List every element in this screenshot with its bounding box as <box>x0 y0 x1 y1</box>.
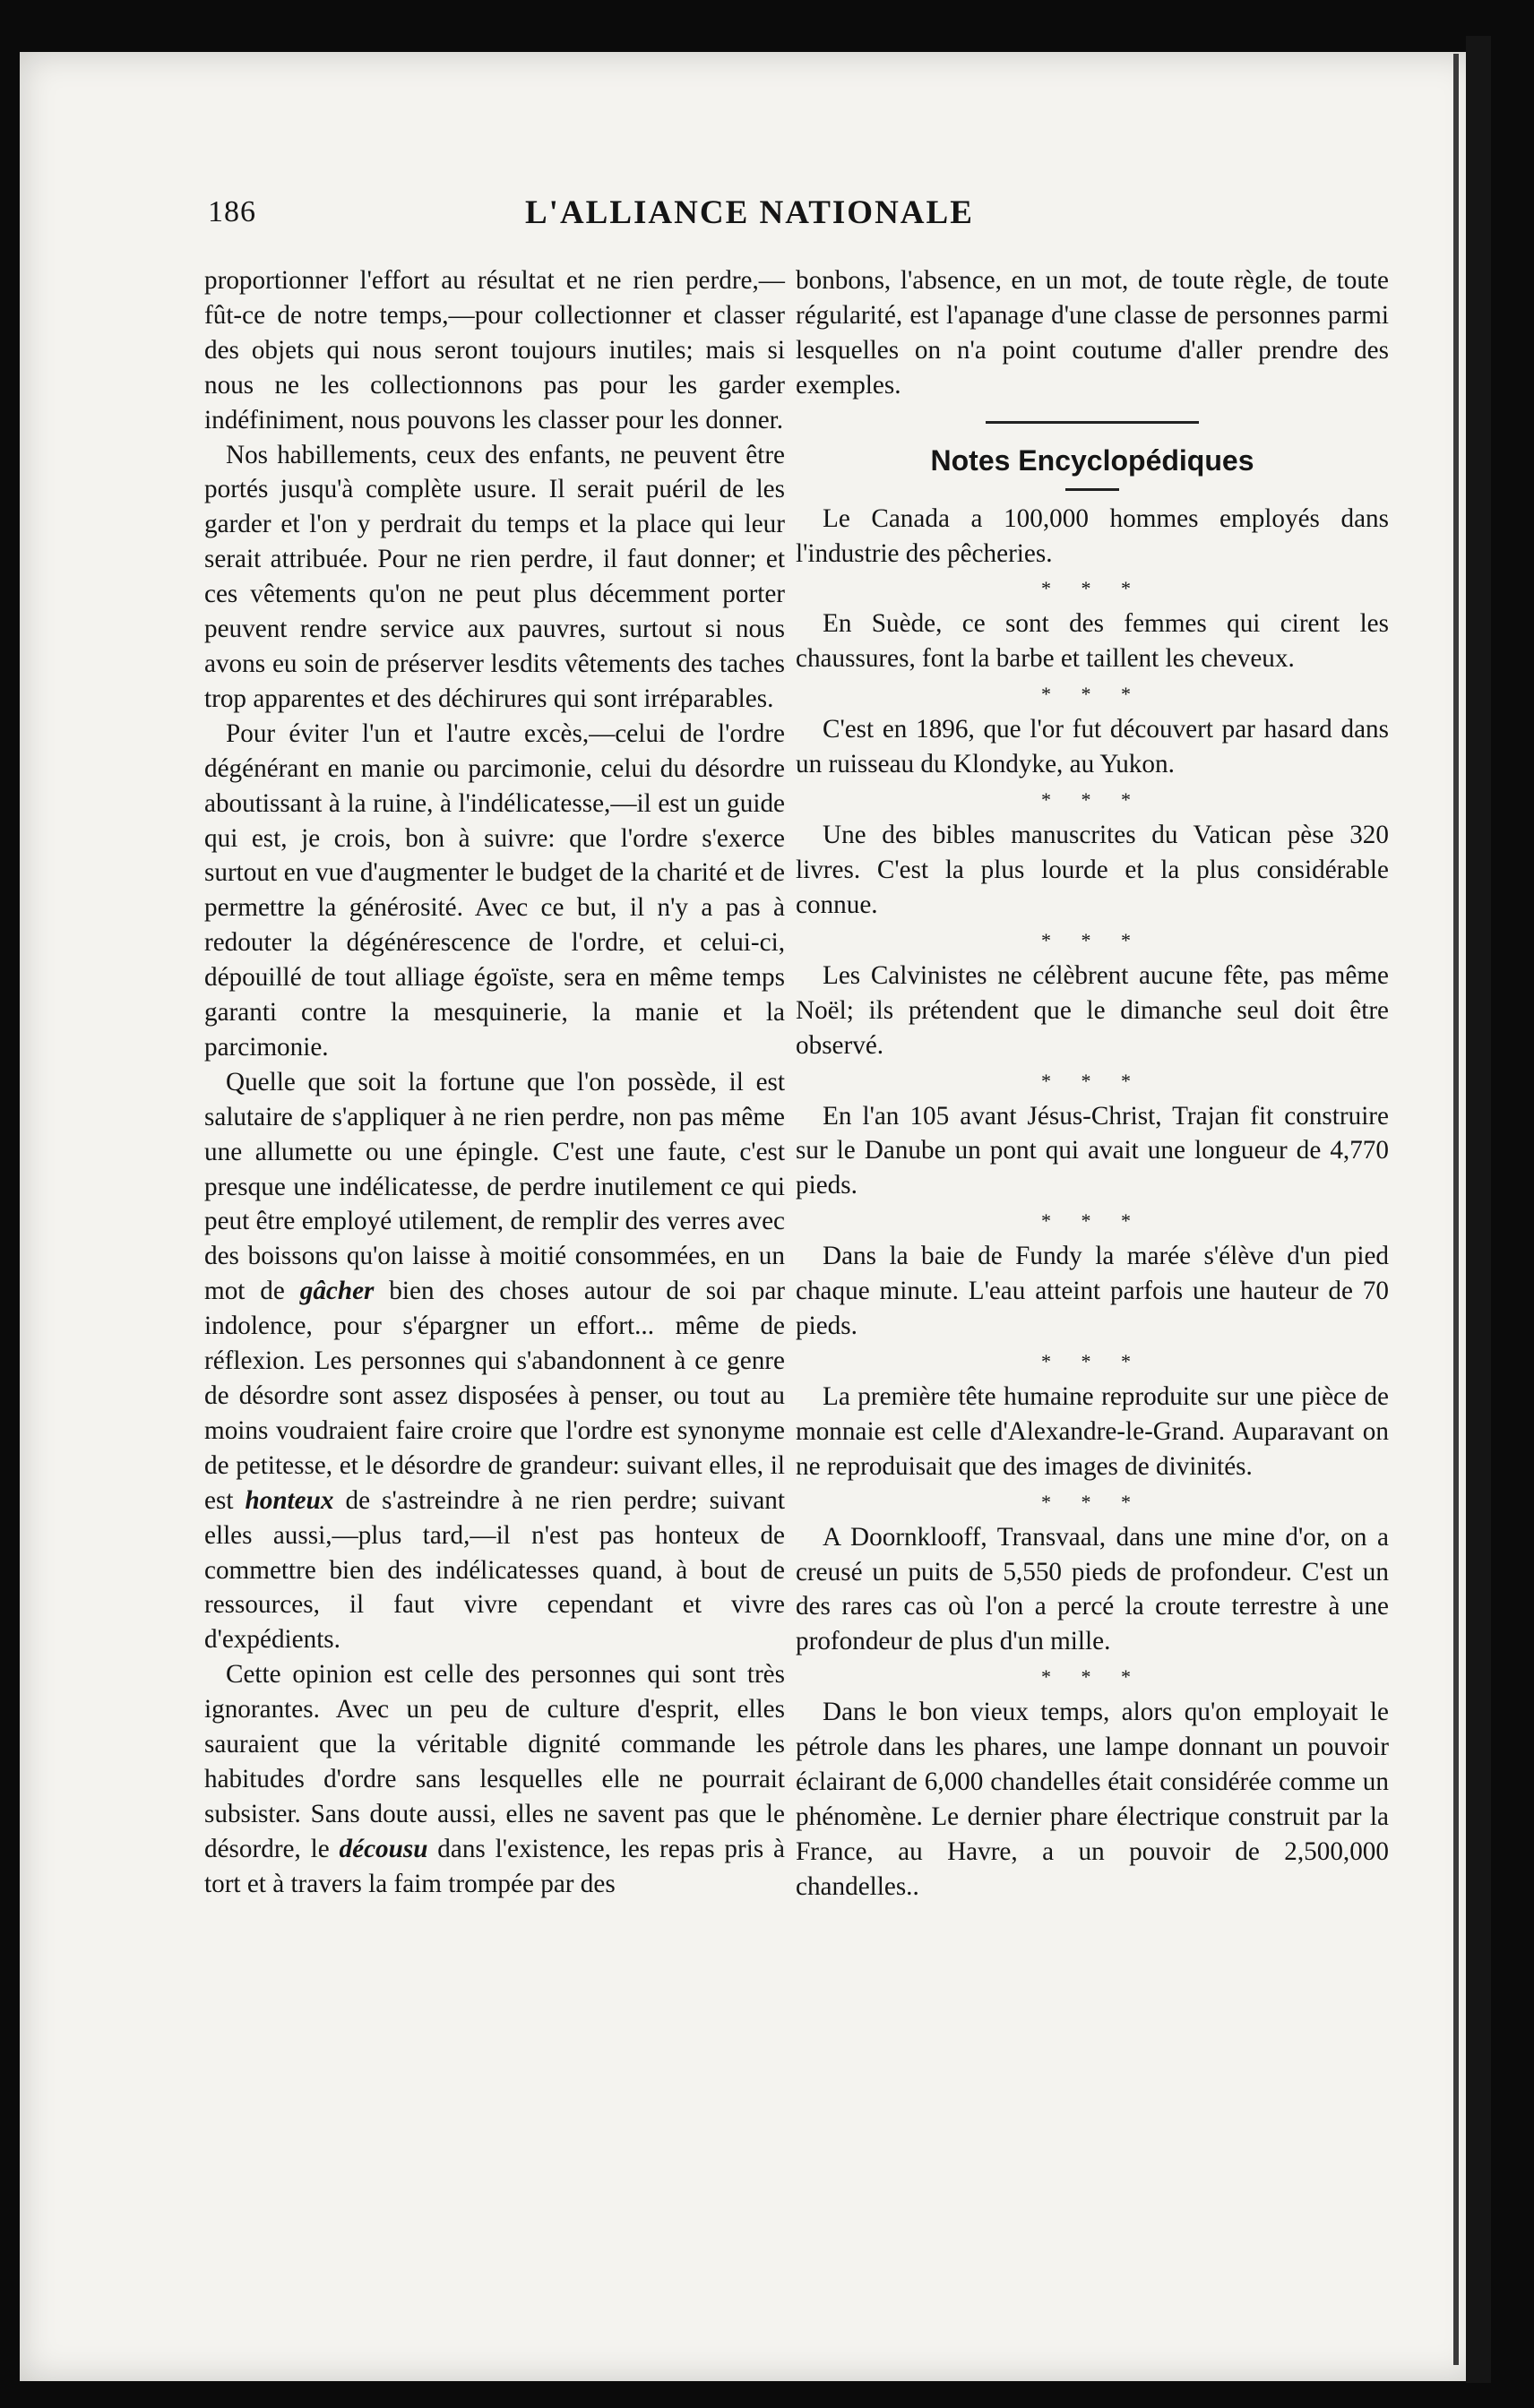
right-column <box>796 263 1389 1905</box>
separator: * * * <box>1041 577 1143 600</box>
separator: * * * <box>1041 788 1143 812</box>
note: Dans la baie de Fundy la marée s'élève d'un pied chaque minute. L'eau atteint parfois une hauteur de 70 pieds. <box>796 1242 1389 1341</box>
note: Les Calvinistes ne célèbrent aucune fête, pas même Noël; ils prétendent que le dimanche seul doit être observé. <box>796 960 1389 1060</box>
binding-shadow <box>1453 54 1459 2365</box>
section-divider <box>986 421 1199 424</box>
paragraph <box>204 1065 785 1657</box>
text-run: Quelle que soit la fortune que l'on possède, il est salutaire de s'appliquer à ne rien perdre, non pas même une allumette ou une épingle. C'est une faute, c'est presque une indélicatesse, de perdre inutilement ce qui peut être employé utilement, de remplir des verres avec des boissons qu'on laisse à moitié consommées, en un mot de <box>204 1067 785 1306</box>
note: C'est en 1896, que l'or fut découvert par hasard dans un ruisseau du Klondyke, au Yukon. <box>796 715 1389 779</box>
separator: * * * <box>1041 1069 1143 1092</box>
page-number: 186 <box>208 195 256 228</box>
note: Une des bibles manuscrites du Vatican pèse 320 livres. C'est la plus lourde et la plus considérable connue. <box>796 821 1389 919</box>
emphasis: gâcher <box>299 1277 375 1306</box>
left-column <box>204 263 785 1902</box>
paragraph <box>204 1657 785 1901</box>
paragraph: bonbons, l'absence, en un mot, de toute règle, de toute régularité, est l'apanage d'une classe de personnes parmi lesquelles on n'a point coutume d'aller prendre des exemples. <box>796 266 1389 400</box>
separator: * * * <box>1041 1490 1143 1513</box>
note: La première tête humaine reproduite sur une pièce de monnaie est celle d'Alexandre-le-Grand. Auparavant on ne reproduisait que des images de divinités. <box>796 1381 1389 1481</box>
paragraph: proportionner l'effort au résultat et ne rien perdre,—fût-ce de notre temps,—pour collectionner et classer des objets qui nous seront toujours inutiles; mais si nous ne les collectionnons pas pour les garder indéfiniment, nous pouvons les classer pour les donner. <box>204 266 785 434</box>
separator: * * * <box>1041 1349 1143 1372</box>
paragraph: Pour éviter l'un et l'autre excès,—celui de l'ordre dégénérant en manie ou parcimonie, celui du désordre aboutissant à la ruine, à l'indélicatesse,—il est un guide qui est, je crois, bon à suivre: que l'ordre s'exerce surtout en vue d'augmenter le budget de la charité et de permettre la générosité. Avec ce but, il n'y a pas à redouter la dégénérescence de l'ordre, et celui-ci, dépouillé de tout alliage égoïste, sera en même temps garanti contre la mesquinerie, la manie et la parcimonie. <box>204 718 785 1062</box>
note: En l'an 105 avant Jésus-Christ, Trajan fit construire sur le Danube un pont qui avait une longueur de 4,770 pieds. <box>796 1101 1389 1200</box>
text-run: Cette opinion est celle des personnes qui sont très ignorantes. Avec un peu de culture d'esprit, elles sauraient que la véritable dignité commande les habitudes d'ordre sans lesquelles elle ne pourrait subsister. Sans doute aussi, elles ne savent pas que le désordre, le <box>204 1660 785 1863</box>
separator: * * * <box>1041 1665 1143 1689</box>
running-head: L'ALLIANCE NATIONALE <box>525 194 974 231</box>
paragraph: Nos habillements, ceux des enfants, ne peuvent être portés jusqu'à complète usure. Il serait puéril de les garder et l'on y perdrait du temps et la place qui leur serait attribuée. Pour ne rien perdre, il faut donner; et ces vêtements qu'on ne peut plus décemment porter peuvent rendre service aux pauvres, surtout si nous avons eu soin de préserver lesdits vêtements des taches trop apparentes et des déchirures qui sont irréparables. <box>204 440 785 713</box>
title-underline <box>1065 488 1119 491</box>
binding-edge <box>1466 36 1491 2383</box>
note: En Suède, ce sont des femmes qui cirent les chaussures, font la barbe et taillent les cheveux. <box>796 609 1389 674</box>
separator: * * * <box>1041 1209 1143 1233</box>
note: Le Canada a 100,000 hommes employés dans l'industrie des pêcheries. <box>796 503 1389 568</box>
emphasis: décousu <box>339 1834 428 1863</box>
section-title: Notes Encyclopédiques <box>930 443 1254 477</box>
text-run: bien des choses autour de soi par indolence, pour s'épargner un effort... même de réflexion. Les personnes qui s'abandonnent à ce genre de désordre sont assez disposées à penser, ou tout au moins voudraient faire croire que l'ordre est synonyme de petitesse, et le désordre de grandeur: suivant elles, il est <box>204 1277 785 1515</box>
separator: * * * <box>1041 683 1143 706</box>
text-run: dans l'existence, les repas pris à tort et à travers la faim trompée par des <box>204 1834 785 1898</box>
emphasis: honteux <box>245 1485 334 1515</box>
note: A Doornklooff, Transvaal, dans une mine d'or, on a creusé un puits de 5,550 pieds de profondeur. C'est un des rares cas où l'on a percé la croute terrestre à une profondeur de plus d'un mille. <box>796 1522 1389 1656</box>
note: Dans le bon vieux temps, alors qu'on employait le pétrole dans les phares, une lampe donnant un pouvoir éclairant de 6,000 chandelles était considérée comme un phénomène. Le dernier phare électrique construit par la France, au Havre, a un pouvoir de 2,500,000 chandelles.. <box>796 1698 1389 1901</box>
separator: * * * <box>1041 928 1143 951</box>
text-run: de s'astreindre à ne rien perdre; suivant elles aussi,—plus tard,—il n'est pas honteux de commettre bien des indélicatesses quand, à bout de ressources, il faut vivre cependant et vivre d'expédients. <box>204 1485 785 1655</box>
